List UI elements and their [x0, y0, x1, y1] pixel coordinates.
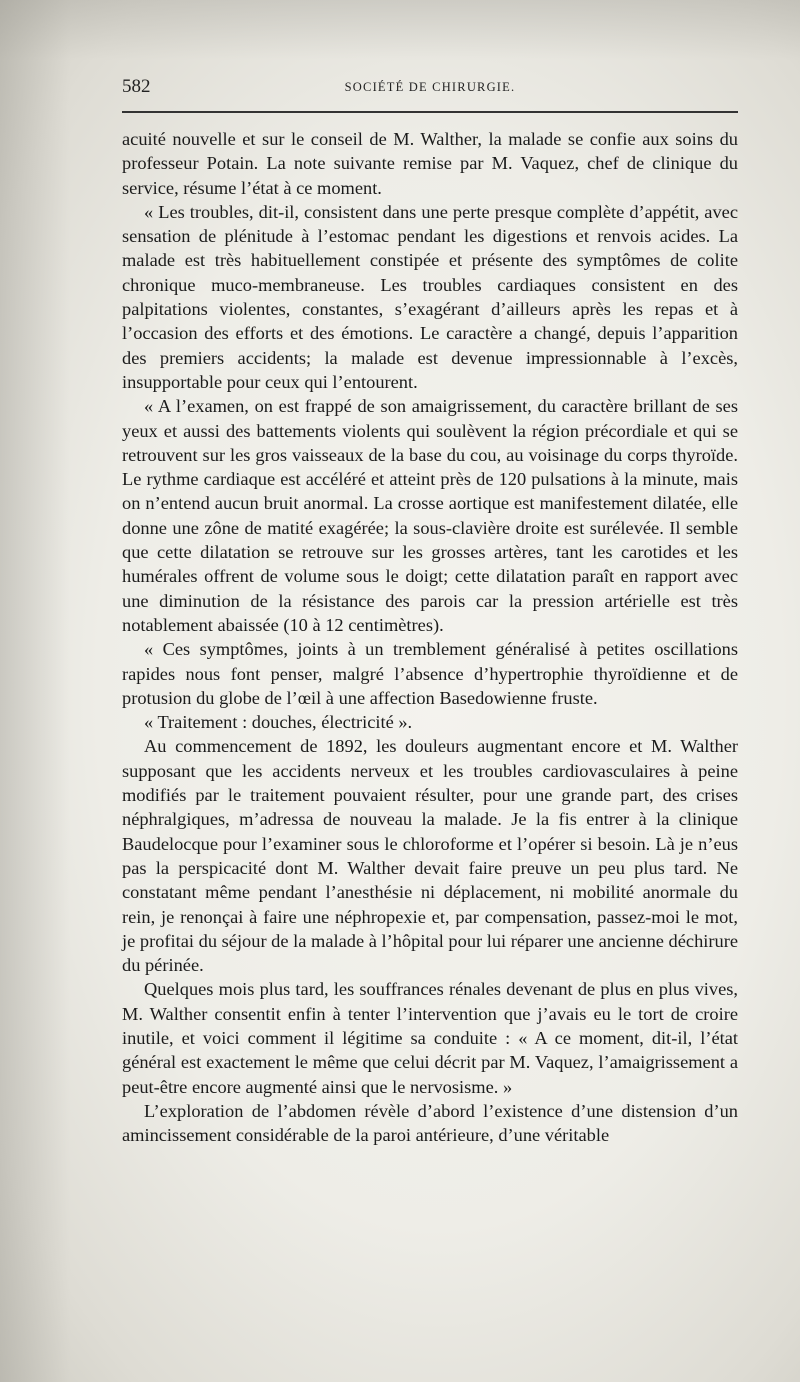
paragraph: « A l’examen, on est frappé de son amaigrissement, du caractère brillant de ses yeux et aussi des battements violents qui soulèvent la région précordiale et qui se retrouvent sur les gros vaisseaux de la base du cou, au voisinage du corps thyroïde. Le rythme cardiaque est accéléré et atteint près de 120 pulsations à la minute, mais on n’entend aucun bruit anormal. La crosse aortique est manifestement dilatée, elle donne une zône de matité exagérée; la sous-clavière droite est surélevée. Il semble que cette dilatation se retrouve sur les grosses artères, tant les carotides et les humérales offrent de volume sous le doigt; cette dilatation paraît en rapport avec une diminution de la résistance des parois car la pression artérielle est très notablement abaissée (10 à 12 centimètres). — [122, 396, 738, 635]
paragraph: « Les troubles, dit-il, consistent dans une perte presque complète d’appétit, avec sensation de plénitude à l’estomac pendant les digestions et renvois acides. La malade est très habituellement constipée et présente des symptômes de colite chronique muco-membraneuse. Les troubles cardiaques consistent en des palpitations violentes, constantes, s’exagérant d’ailleurs après les repas et à l’occasion des efforts et des émotions. Le caractère a changé, depuis l’apparition des premiers accidents; la malade est devenue impressionnable à l’excès, insupportable pour ceux qui l’entourent. — [122, 201, 738, 392]
paragraph: L’exploration de l’abdomen révèle d’abord l’existence d’une distension d’un amincissement considérable de la paroi antérieure, d’une véritable — [122, 1100, 738, 1146]
page-number: 582 — [122, 76, 151, 97]
body-text — [122, 127, 738, 1147]
running-title: SOCIÉTÉ DE CHIRURGIE. — [344, 80, 516, 94]
running-header — [122, 74, 738, 100]
paragraph: « Ces symptômes, joints à un tremblement généralisé à petites oscillations rapides nous font penser, malgré l’absence d’hypertrophie thyroïdienne et de protusion du globe de l’œil à une affection Basedowienne fruste. — [122, 639, 738, 708]
header-rule — [122, 111, 738, 113]
paragraph: « Traitement : douches, électricité ». — [144, 712, 413, 733]
paragraph: Au commencement de 1892, les douleurs augmentant encore et M. Walther supposant que les accidents nerveux et les troubles cardiovasculaires à peine modifiés par le traitement pouvaient résulter, pour une grande part, des crises néphralgiques, m’adressa de nouveau la malade. Je la fis entrer à la clinique Baudelocque pour l’examiner sous le chloroforme et l’opérer si besoin. Là je n’eus pas la perspicacité dont M. Walther devait faire preuve un peu plus tard. Ne constatant même pendant l’anesthésie ni déplacement, ni mobilité anormale du rein, je renonçai à faire une néphropexie et, par compensation, passez-moi le mot, je profitai du séjour de la malade à l’hôpital pour lui réparer une ancienne déchirure du périnée. — [122, 736, 738, 976]
page-top-shadow — [0, 0, 800, 60]
paragraph: Quelques mois plus tard, les souffrances rénales devenant de plus en plus vives, M. Walther consentit enfin à tenter l’intervention que j’avais eu le tort de croire inutile, et voici comment il légitime sa conduite : « A ce moment, dit-il, l’état général est exactement le même que celui décrit par M. Vaquez, l’amaigrissement a peut-être encore augmenté ainsi que le nervosisme. » — [122, 979, 738, 1097]
page-edge-shadow — [0, 0, 70, 1382]
paragraph-continued: acuité nouvelle et sur le conseil de M. Walther, la malade se confie aux soins du professeur Potain. La note suivante remise par M. Vaquez, chef de clinique du service, résume l’état à ce moment. — [122, 129, 738, 198]
